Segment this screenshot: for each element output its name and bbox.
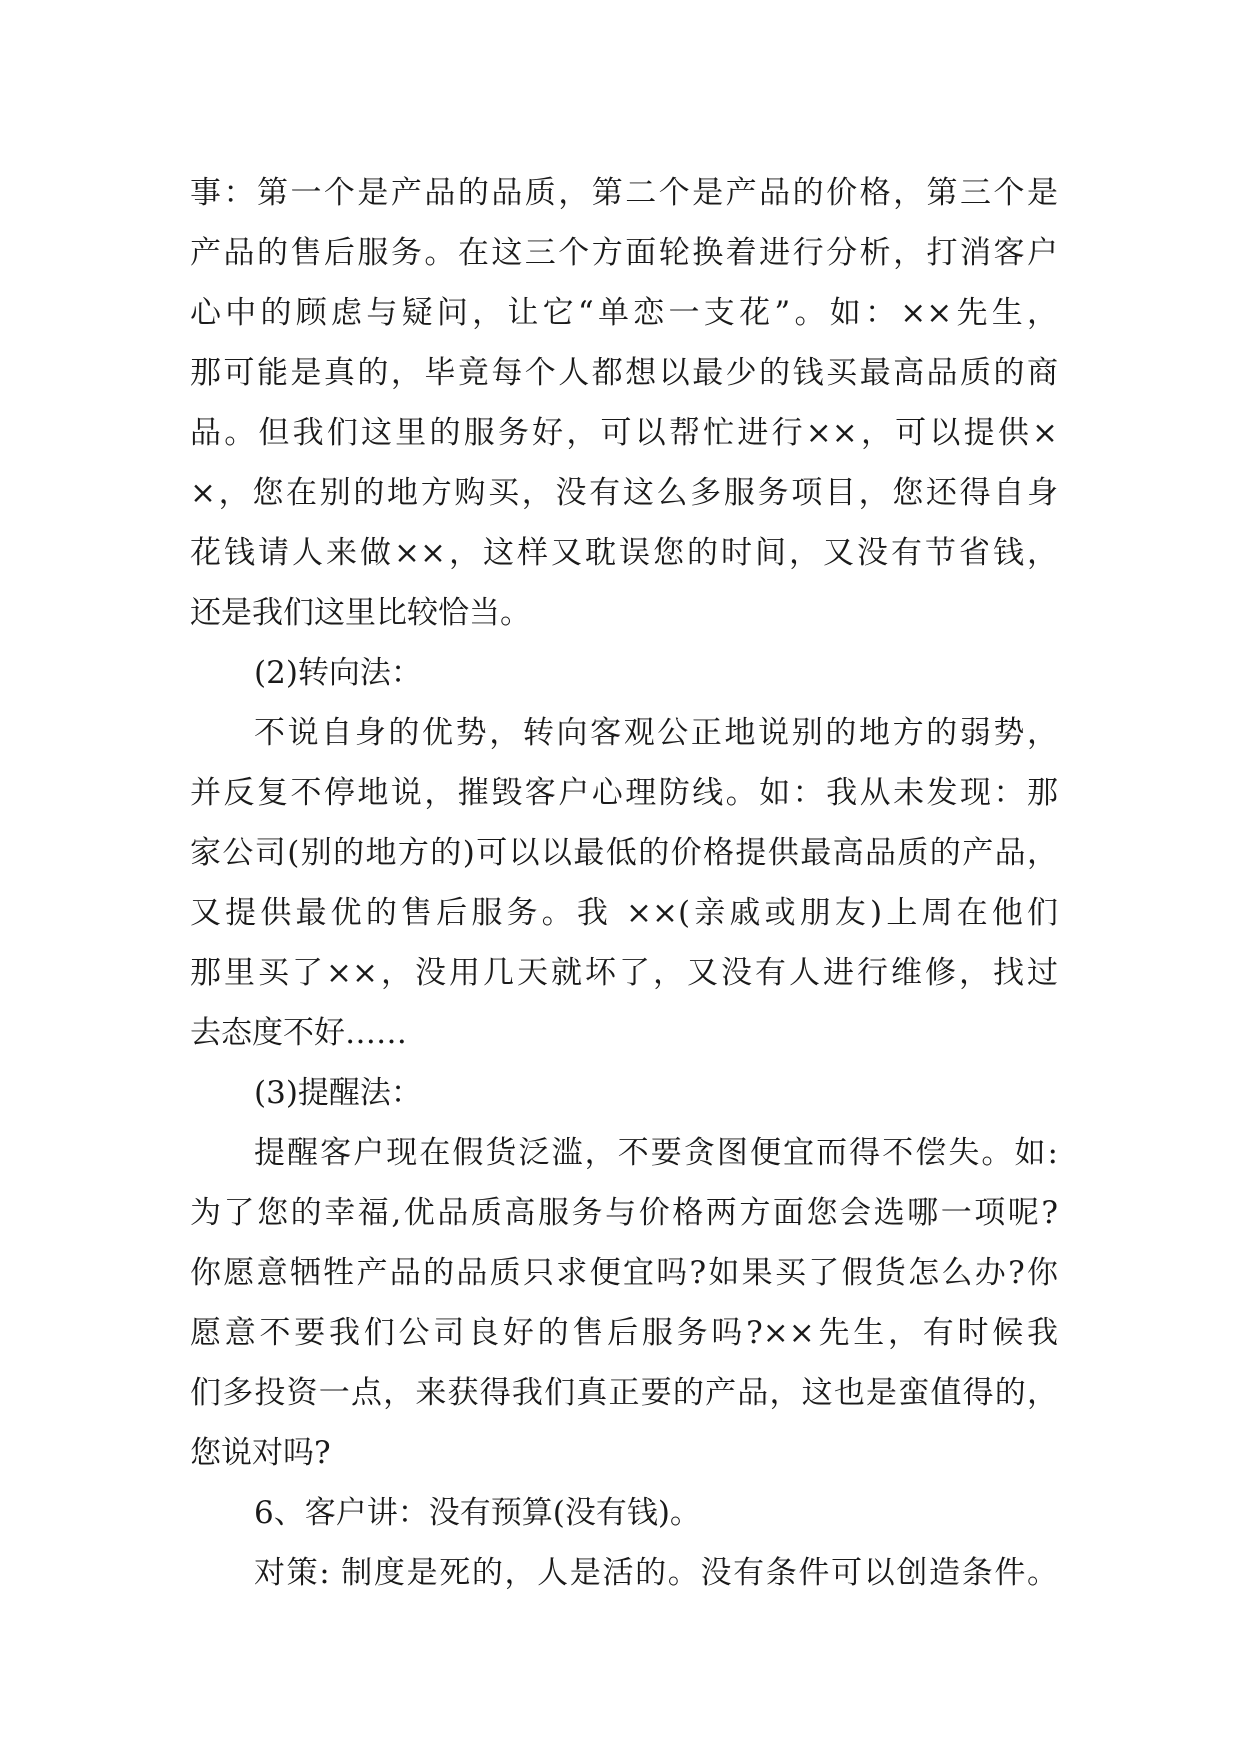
text-line: 你愿意牺牲产品的品质只求便宜吗?如果买了假货怎么办?你 [190, 1255, 1058, 1291]
text-line: 事：第一个是产品的品质，第二个是产品的价格，第三个是 [190, 175, 1058, 211]
text-line: 花钱请人来做××，这样又耽误您的时间，又没有节省钱， [190, 535, 1058, 571]
text-line: 又提供最优的售后服务。我 ××(亲戚或朋友)上周在他们 [190, 895, 1058, 931]
section-heading: (3)提醒法： [254, 1075, 422, 1111]
text-line: 那可能是真的，毕竟每个人都想以最少的钱买最高品质的商 [190, 355, 1058, 391]
section-heading: 6、客户讲：没有预算(没有钱)。 [254, 1495, 701, 1531]
text-line: 愿意不要我们公司良好的售后服务吗?××先生，有时候我 [190, 1315, 1058, 1351]
text-line: 心中的顾虑与疑问，让它“单恋一支花”。如：××先生， [190, 295, 1058, 331]
text-line: 们多投资一点，来获得我们真正要的产品，这也是蛮值得的， [190, 1375, 1058, 1411]
text-line: 不说自身的优势，转向客观公正地说别的地方的弱势， [254, 715, 1058, 751]
text-line: 您说对吗? [190, 1435, 331, 1471]
text-line: 那里买了××，没用几天就坏了，又没有人进行维修，找过 [190, 955, 1058, 991]
text-line: 家公司(别的地方的)可以以最低的价格提供最高品质的产品， [190, 835, 1058, 871]
text-line: ×，您在别的地方购买，没有这么多服务项目，您还得自身 [190, 475, 1058, 511]
text-line: 提醒客户现在假货泛滥，不要贪图便宜而得不偿失。如: [254, 1135, 1058, 1171]
text-line: 为了您的幸福,优品质高服务与价格两方面您会选哪一项呢? [190, 1195, 1058, 1231]
text-line: 品。但我们这里的服务好，可以帮忙进行××，可以提供× [190, 415, 1058, 451]
text-line: 还是我们这里比较恰当。 [190, 595, 531, 631]
text-line: 并反复不停地说，摧毁客户心理防线。如：我从未发现：那 [190, 775, 1058, 811]
section-heading: (2)转向法： [254, 655, 422, 691]
document-body [190, 163, 1058, 1603]
text-line: 对策: 制度是死的，人是活的。没有条件可以创造条件。 [254, 1555, 1058, 1591]
text-line: 产品的售后服务。在这三个方面轮换着进行分析，打消客户 [190, 235, 1058, 271]
text-line: 去态度不好…… [190, 1015, 407, 1051]
